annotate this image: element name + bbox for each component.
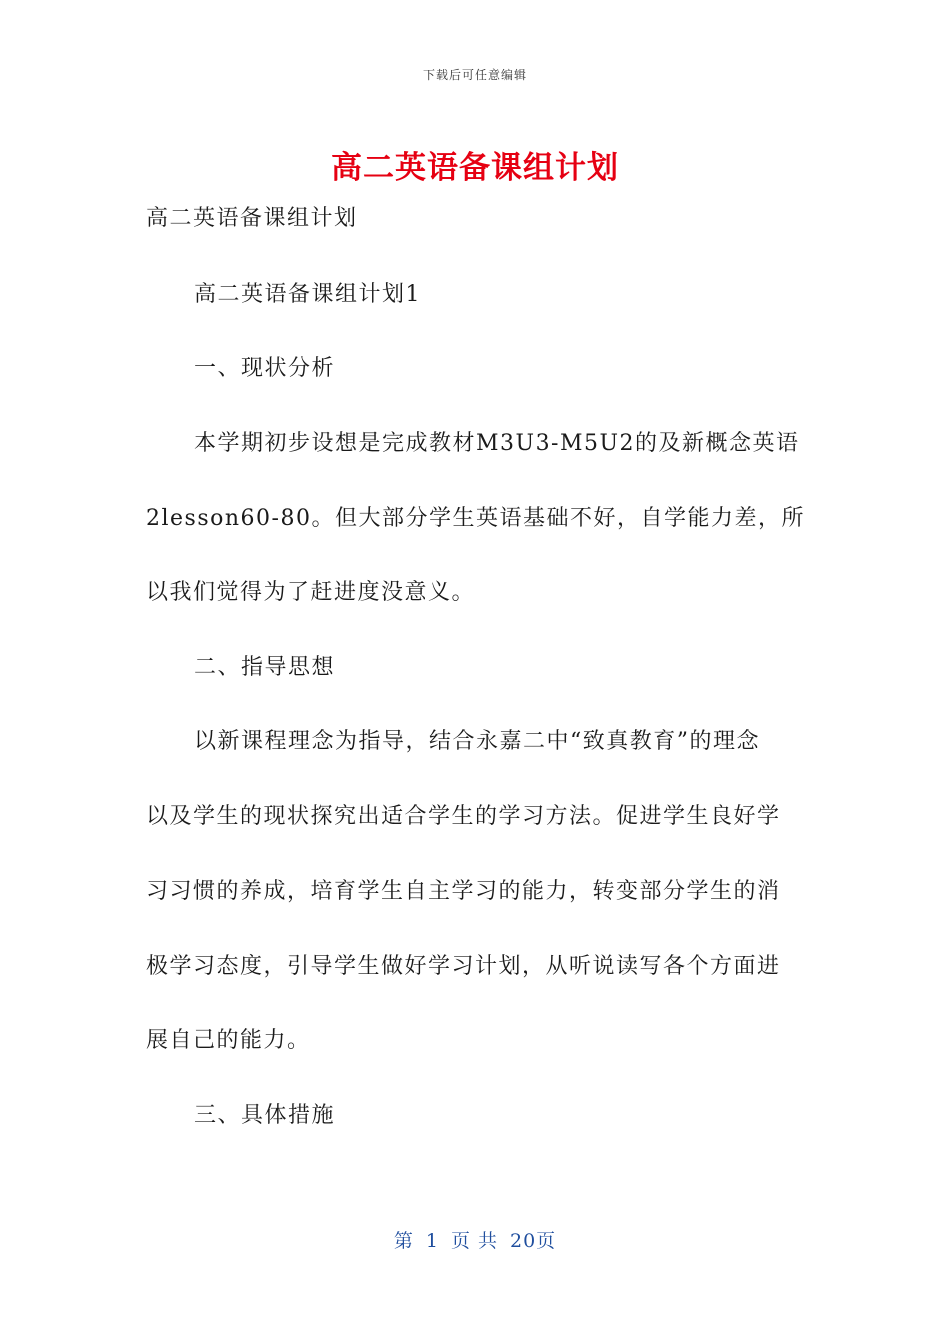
text-line: 本学期初步设想是完成教材M3U3-M5U2的及新概念英语 [194,431,800,456]
footer-middle: 页 共 [450,1230,498,1252]
text-line-heading-1: 一、现状分析 [194,356,336,381]
text-line-heading-2: 二、指导思想 [194,655,336,680]
text-line-subtitle: 高二英语备课组计划 [146,206,358,231]
text-line: 以及学生的现状探究出适合学生的学习方法。促进学生良好学 [146,804,781,829]
document-title: 高二英语备课组计划 [331,150,619,186]
footer-prefix: 第 [393,1230,414,1252]
text-line: 极学习态度，引导学生做好学习计划，从听说读写各个方面进 [146,954,781,979]
text-line-section-heading: 高二英语备课组计划1 [194,282,421,307]
page-footer [0,1226,950,1253]
text-line-heading-3: 三、具体措施 [194,1103,336,1128]
text-line: 习习惯的养成，培育学生自主学习的能力，转变部分学生的消 [146,879,781,904]
footer-page-number: 1 [425,1230,439,1252]
text-line: 2lesson60-80。但大部分学生英语基础不好，自学能力差，所 [146,506,805,531]
text-line: 以我们觉得为了赶进度没意义。 [146,580,476,605]
text-line: 以新课程理念为指导，结合永嘉二中“致真教育”的理念 [194,729,760,754]
header-note: 下载后可任意编辑 [422,68,527,82]
footer-total: 20页 [509,1230,557,1252]
text-line: 展自己的能力。 [146,1028,311,1053]
